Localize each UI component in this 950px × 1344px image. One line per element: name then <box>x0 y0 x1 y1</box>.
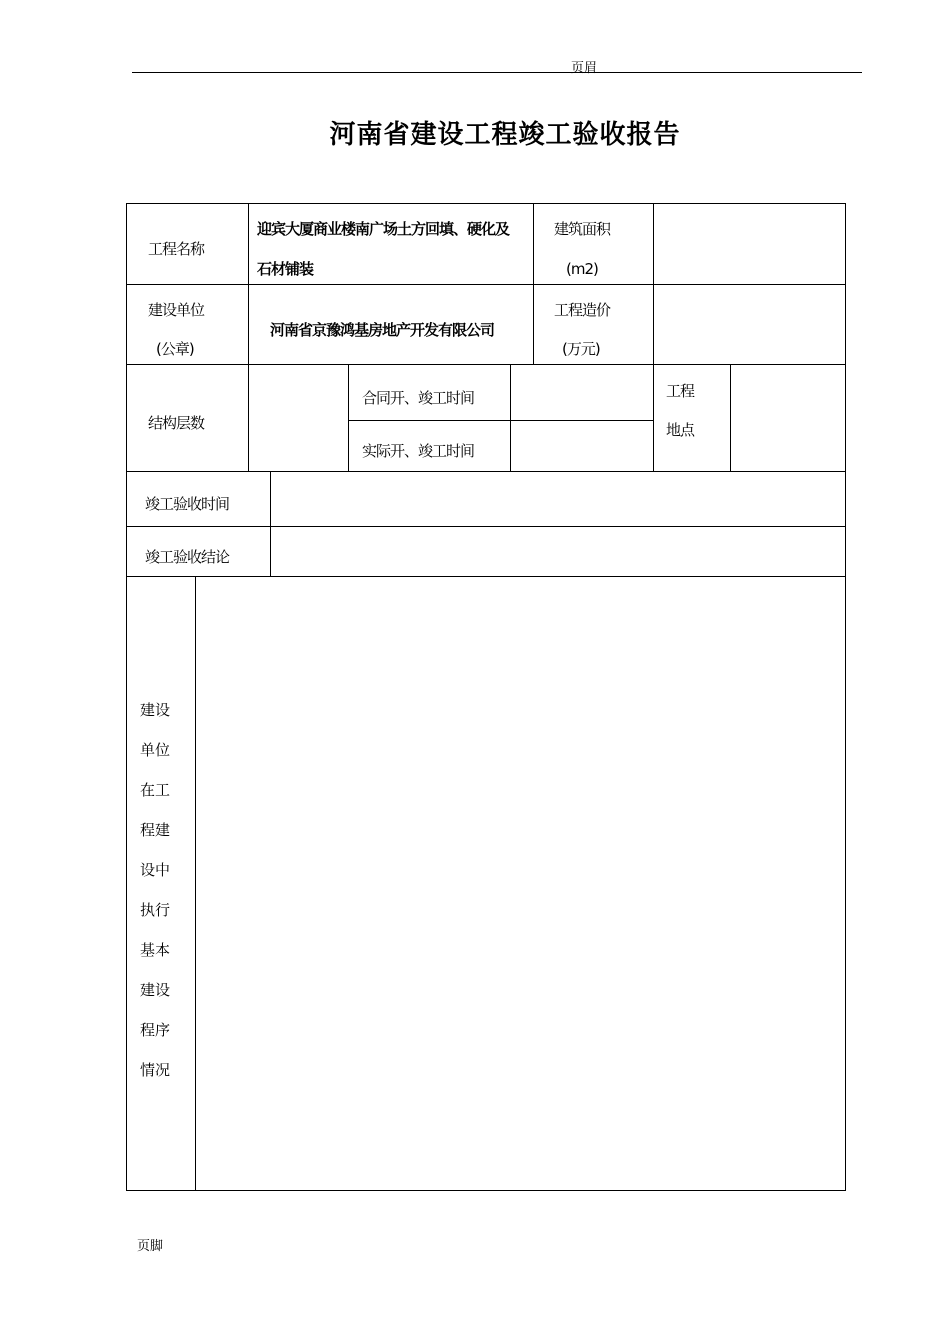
table-border-right <box>845 203 846 1191</box>
cost-label: 工程造价 <box>554 301 611 319</box>
project-name-value-line2: 石材铺装 <box>257 260 314 278</box>
project-name-value-line1: 迎宾大厦商业楼南广场土方回填、硬化及 <box>257 220 510 238</box>
floor-area-label: 建筑面积 <box>554 220 611 238</box>
row-divider <box>126 471 846 472</box>
column-divider <box>248 203 249 471</box>
column-divider <box>348 364 349 471</box>
location-label-line1: 工程 <box>666 382 695 400</box>
page-header-text: 页眉 <box>571 61 598 76</box>
floor-area-unit: (m2) <box>566 260 598 278</box>
location-label-line2: 地点 <box>666 421 695 439</box>
acceptance-conclusion-label: 竣工验收结论 <box>145 548 230 566</box>
table-border-left <box>126 203 127 1191</box>
contract-time-value-field[interactable] <box>516 388 648 408</box>
procedure-label-line: 建设 <box>140 701 171 719</box>
procedure-label-line: 情况 <box>140 1061 171 1079</box>
acceptance-conclusion-value-field[interactable] <box>278 547 838 567</box>
structure-label: 结构层数 <box>148 414 205 432</box>
procedure-label-line: 程序 <box>140 1021 171 1039</box>
procedure-label-line: 程建 <box>140 821 171 839</box>
client-stamp-note: (公章) <box>156 340 194 358</box>
page-footer-text: 页脚 <box>137 1239 164 1254</box>
cost-unit: (万元) <box>562 340 600 358</box>
row-divider <box>126 284 846 285</box>
procedure-label-line: 设中 <box>140 861 171 879</box>
row-divider <box>126 526 846 527</box>
procedure-label-line: 建设 <box>140 981 171 999</box>
location-value-field[interactable] <box>738 408 838 428</box>
table-border-bottom <box>126 1190 846 1191</box>
acceptance-time-label: 竣工验收时间 <box>145 495 230 513</box>
procedure-label-line: 基本 <box>140 941 171 959</box>
header-rule <box>132 72 862 73</box>
procedure-label-line: 在工 <box>140 781 171 799</box>
table-border-top <box>126 203 846 204</box>
column-divider <box>510 364 511 471</box>
procedure-label-line: 执行 <box>140 901 171 919</box>
floor-area-value-field[interactable] <box>662 234 838 254</box>
procedure-label <box>140 700 170 1100</box>
column-divider <box>533 203 534 364</box>
row-divider <box>126 364 846 365</box>
row-divider <box>348 420 654 421</box>
contract-time-label: 合同开、竣工时间 <box>362 389 475 407</box>
client-value: 河南省京豫鸿基房地产开发有限公司 <box>270 321 495 339</box>
column-divider <box>653 203 654 471</box>
document-title: 河南省建设工程竣工验收报告 <box>329 120 681 150</box>
column-divider <box>730 364 731 471</box>
acceptance-time-value-field[interactable] <box>278 494 838 514</box>
client-label: 建设单位 <box>148 301 205 319</box>
actual-time-label: 实际开、竣工时间 <box>362 442 475 460</box>
column-divider <box>270 471 271 576</box>
row-divider <box>126 576 846 577</box>
procedure-value-field[interactable] <box>204 585 838 1183</box>
structure-value-field[interactable] <box>256 408 342 428</box>
column-divider <box>195 576 196 1190</box>
procedure-label-line: 单位 <box>140 741 171 759</box>
project-name-label: 工程名称 <box>148 240 205 258</box>
actual-time-value-field[interactable] <box>516 441 648 461</box>
cost-value-field[interactable] <box>662 315 838 335</box>
